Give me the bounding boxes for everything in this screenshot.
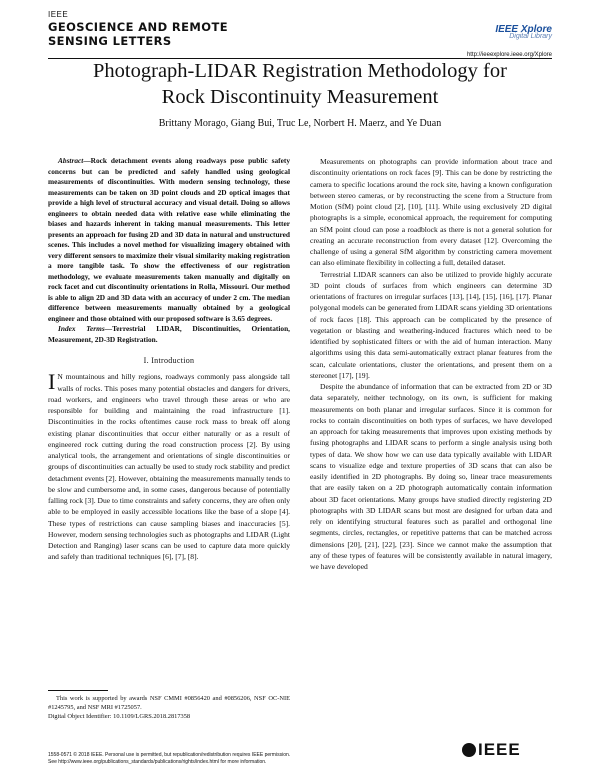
intro-paragraph-1 (48, 371, 290, 562)
footnote-rule (48, 690, 108, 691)
ieee-logo: IEEE (478, 740, 521, 759)
paper-title (48, 58, 552, 110)
xplore-subtitle: Digital Library (509, 33, 552, 40)
xplore-brand: IEEE Xplore (495, 24, 552, 35)
ieee-seal-icon (462, 743, 476, 757)
journal-line-2: SENSING LETTERS (48, 34, 172, 48)
footnote (48, 694, 290, 721)
journal-line-1: GEOSCIENCE AND REMOTE (48, 20, 228, 34)
author-list: Brittany Morago, Giang Bui, Truc Le, Norbert H. Maerz, and Ye Duan (158, 118, 442, 129)
publisher-label: IEEE (48, 10, 69, 19)
section-heading: I. Introduction (143, 356, 195, 365)
funding-note: This work is supported by awards NSF CMMI #0856420 and #0856206, NSF OC-NIE #1245795, and NSF MRI #1725057. (48, 695, 290, 711)
right-paragraph-1: Measurements on photographs can provide information about trace and discontinuity orientations on rock faces [9]. This can be done by restricting the camera to specific locations around the rock site, having a known configuration between stereo cameras, or by reconstructing the scene from a Structure from Motion (SfM) point cloud [2], [10], [11]. While using exclusively 2D digital photographs is a simple, economical approach, the requirement for computing an SfM point cloud can pose a roadblock as there is not a general solution for creating an accurate reconstruction from every dataset [12]. Overcoming the challenge of using a general SfM algorithm by constricting camera movement can also eliminate flexibility in collecting a full, detailed dataset. (310, 157, 552, 268)
left-column (48, 156, 290, 563)
copyright-line-2: See http://www.ieee.org/publications_standards/publications/rights/index.html for more information. (48, 758, 267, 765)
intro-text: N mountainous and hilly regions, roadways commonly pass alongside tall walls of rocks. This poses many potential obstacles and dangers for drivers, road workers, and engineers who travel through these areas or who are responsible for building and maintaining the road infrastructure [1]. Discontinuities in the rocks oftentimes cause rock mass to break off along existing planar discontinuities that occur either naturally or as a result of engineered rock cutting during the road construction process [2]. By using analytical tools, the arrangement and orientations of single discontinuities or groups of discontinuities can actually be used to study rock stability and predict detachment events [2]. However, obtaining the measurements manually tends to be slow and cumbersome and, in some cases, dangerous because of potentially falling rock [3]. Due to time constraints and safety concerns, they are often only able to be employed in easily accessible locations like the base of a slope [4]. These types of restrictions can cause sampling biases and inaccuracies [5]. However, modern sensing technologies such as photographs and LIDAR (Light Detection and Ranging) laser scans can be used to capture data more quickly and safely than traditional techniques [6], [7], [8]. (48, 372, 290, 562)
doi: Digital Object Identifier: 10.1109/LGRS.2018.2817358 (48, 713, 191, 720)
right-column (310, 156, 552, 572)
index-terms: Index Terms—Terrestrial LIDAR, Discontinuities, Orientation, Measurement, 2D-3D Registration. (48, 324, 290, 344)
title-line-1: Photograph-LIDAR Registration Methodology for (93, 60, 507, 82)
copyright-line-1: 1558-0571 © 2018 IEEE. Personal use is permitted, but republication/redistribution requires IEEE permission. (48, 752, 291, 758)
journal-name (48, 20, 228, 48)
title-line-2: Rock Discontinuity Measurement (161, 86, 439, 108)
xplore-url: http://ieeexplore.ieee.org/Xplore (466, 52, 552, 58)
index-terms-text: Terrestrial LIDAR, Discontinuities, Orientation, Measurement, 2D-3D Registration. (48, 324, 290, 344)
copyright-notice (48, 752, 488, 765)
ieee-xplore-logo (480, 24, 552, 40)
abstract-text: Rock detachment events along roadways pose public safety concerns but can be predicted and safely handled using geological measurements of discontinuities. With modern sensing technology, these measurements can be taken on 3D point clouds and 2D optical images that provide a high level of structural accuracy and visual detail. Doing so allows engineers to obtain needed data with relative ease while eliminating the biases and hazards inherent in taking manual measurements. This letter presents an approach for fusing 2D and 3D data in natural and unstructured scenes. This includes a novel method for visualizing imagery obtained with very different sensors to maximize their visual similarity making registration a more tangible task. To show the effectiveness of our registration methodology, we evaluate measurements taken manually and digitally on rock facet and cut discontinuity orientations in Rolla, Missouri. Our method is able to align 2D and 3D data with an accuracy of under 2 cm. The median difference between measurements manually obtained by a geological engineer and those obtained with our proposed software is 3.65 degrees. (48, 156, 290, 323)
index-terms-label: Index Terms (58, 324, 105, 333)
right-paragraph-2: Terrestrial LIDAR scanners can also be utilized to provide highly accurate 3D point clouds of surfaces from which engineers can determine 3D orientations of fractures on irregular surfaces [13], [14], [15], [16], [17]. Planar polygonal models can be generated from LIDAR scans yielding 3D orientations of rock faces [18]. This approach can be complicated by the presence of vegetation or blasting and weathering-induced fractures which need to be identified by sophisticated filters or with the aid of human interaction. Many algorithms using this data semi-automatically extract planar features from the scan, calculate orientations, cluster the orientations, and present them on a stereonet [17], [19]. (310, 269, 552, 380)
abstract-label: Abstract (58, 156, 84, 165)
right-paragraph-3: Despite the abundance of information that can be extracted from 2D or 3D data separately, neither technology, on its own, is sufficient for making measurements on both planar and irregular surfaces. Since it is common for rocks to contain discontinuities on both types of surfaces, we have developed an approach for taking measurements that improves upon existing methods by fusing photographs and LIDAR scans to perform a single analysis using both types of data. We show how we can use data typically available with LIDAR scans to visualize edge and texture properties of 3D scans that can also be easily identified in 2D photographs. By doing so, linear trace measurements that are easily taken on a 2D photograph automatically contain information about 3D facet orientations. Many groups have studied directly registering 2D photographs with 3D LIDAR scans but most are designed for urban data and rely on identifying structural features such as parallel and orthogonal line segments, circles, rectangles, or repetitive patterns that can be matched across dimensions [20], [21], [22], [23]. Since we cannot make the assumption that any of these types of features will be consistently available in natural imagery, we have developed (310, 382, 552, 571)
drop-cap: I (48, 369, 56, 395)
abstract: Abstract—Rock detachment events along roadways pose public safety concerns but can be predicted and safely handled using geological measurements of discontinuities. With modern sensing technology, these measurements can be taken on 3D point clouds and 2D optical images that provide a high level of structural accuracy and visual detail. Doing so allows engineers to obtain needed data with relative ease while eliminating the biases and hazards inherent in taking manual measurements. This letter presents an approach for fusing 2D and 3D data in natural and unstructured scenes. This includes a novel method for visualizing imagery obtained with very different sensors to maximize their visual similarity making registration a more tangible task. To show the effectiveness of our registration methodology, we evaluate measurements taken manually and digitally on rock facet and cut discontinuity orientations in Rolla, Missouri. Our method is able to align 2D and 3D data with an accuracy of under 2 cm. The median difference between measurements manually obtained by a geological engineer and those obtained with our proposed software is 3.65 degrees. (48, 156, 290, 323)
